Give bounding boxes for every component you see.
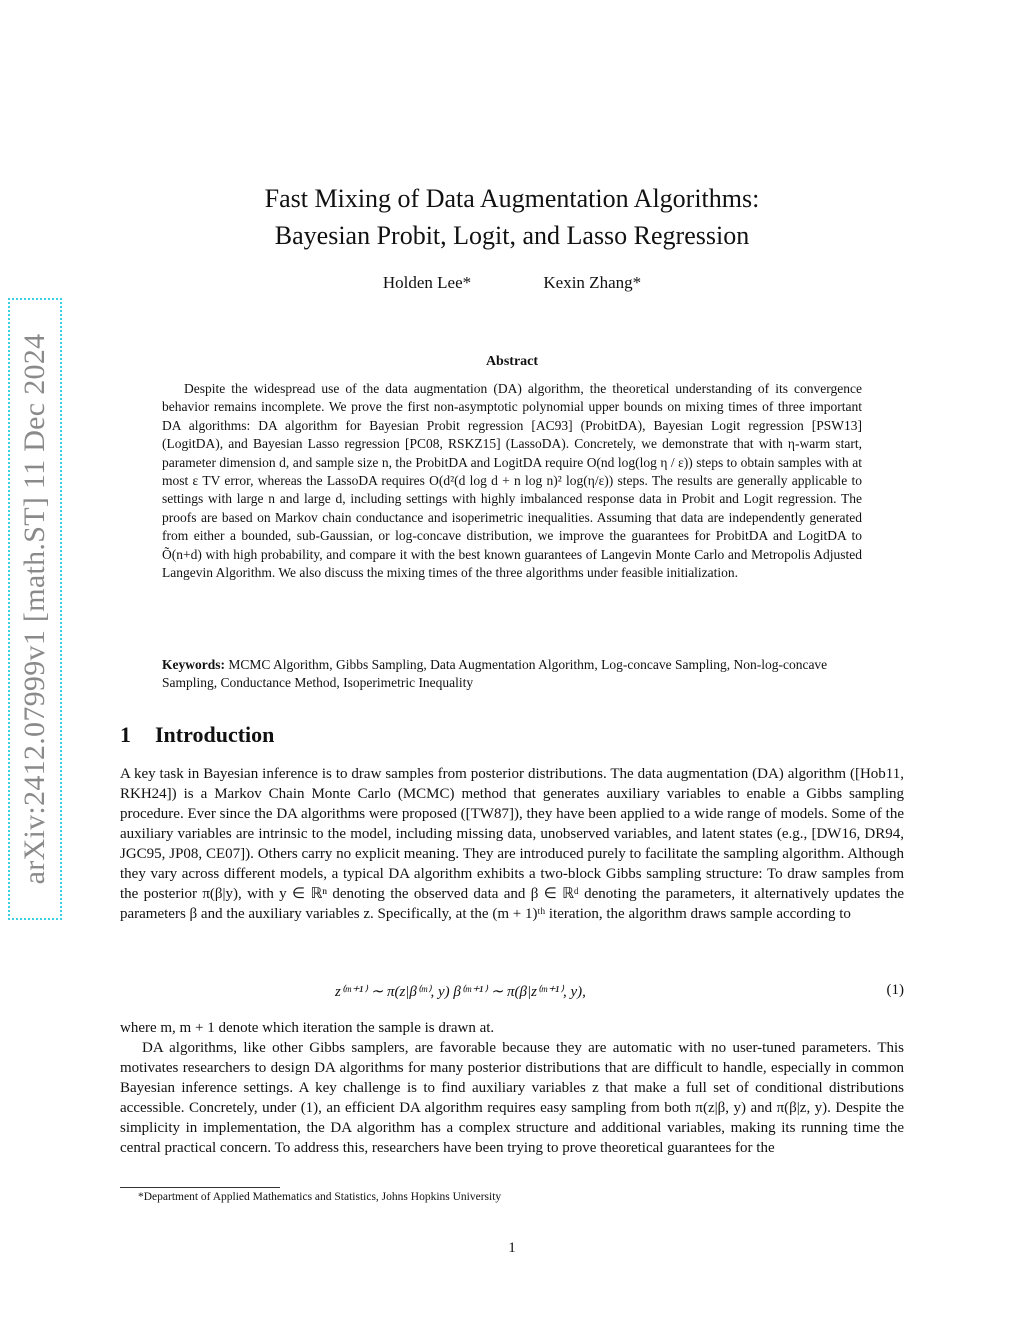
- author-2: Kexin Zhang*: [543, 273, 642, 292]
- abstract-body: [162, 380, 862, 582]
- arxiv-identifier-text: arXiv:2412.07999v1 [math.ST] 11 Dec 2024: [18, 333, 51, 885]
- author-list: [0, 273, 1024, 293]
- section-number: 1: [120, 722, 131, 747]
- equation-expression: z⁽ᵐ⁺¹⁾ ∼ π(z|β⁽ᵐ⁾, y) β⁽ᵐ⁺¹⁾ ∼ π(β|z⁽ᵐ⁺¹⁾, y),: [335, 984, 586, 1000]
- page-number: 1: [508, 1240, 516, 1256]
- section-title: Introduction: [155, 722, 275, 747]
- footnote-rule: [120, 1187, 280, 1188]
- arxiv-identifier-stamp[interactable]: [8, 298, 62, 920]
- after-equation-text: where m, m + 1 denote which iteration the sample is drawn at.: [120, 1020, 495, 1036]
- author-1: Holden Lee*: [382, 273, 472, 292]
- title-line-1: Fast Mixing of Data Augmentation Algorithms:: [264, 184, 760, 213]
- body-continued: [120, 1018, 904, 1158]
- keywords-list: MCMC Algorithm, Gibbs Sampling, Data Augmentation Algorithm, Log-concave Sampling, Non-log-concave Sampling, Conductance Method, Isoperimetric Inequality: [162, 657, 828, 691]
- abstract-text: Despite the widespread use of the data augmentation (DA) algorithm, the theoretical understanding of its convergence behavior remains incomplete. We prove the first non-asymptotic polynomial upper bounds on mixing times of three important DA algorithms: DA algorithm for Bayesian Probit regression [AC93] (ProbitDA), Bayesian Logit regression [PSW13] (LogitDA), and Bayesian Lasso regression [PC08, RSKZ15] (LassoDA). Concretely, we demonstrate that with η-warm start, parameter dimension d, and sample size n, the ProbitDA and LogitDA require O(nd log(log η / ε)) steps to obtain samples with at most ε TV error, whereas the LassoDA requires O(d²(d log d + n log n)² log(η/ε)) steps. The results are generally applicable to settings with large n and large d, including settings with highly imbalanced response data in Probit and Logit regression. The proofs are based on Markov chain conductance and isoperimetric inequalities. Assuming that data are independently generated from either a bounded, sub-Gaussian, or log-concave distribution, we improve the guarantees for ProbitDA and LogitDA to Õ(n+d) with high probability, and compare it with the best known guarantees of Langevin Monte Carlo and Metropolis Adjusted Langevin Algorithm. We also discuss the mixing times of the three algorithms under feasible initialization.: [162, 381, 862, 581]
- paper-title: [0, 180, 1024, 254]
- equation-1: [120, 982, 904, 1004]
- keywords-block: [162, 656, 862, 693]
- abstract-heading: Abstract: [485, 354, 539, 369]
- section-heading: [120, 722, 274, 748]
- keywords-label: Keywords:: [162, 657, 225, 672]
- intro-body: [120, 764, 904, 924]
- second-paragraph: DA algorithms, like other Gibbs samplers, are favorable because they are automatic with no user-tuned parameters. This motivates researchers to design DA algorithms for many posterior distributions that are difficult to handle, especially in common Bayesian inference settings. A key challenge is to find auxiliary variables z that make a full set of conditional distributions accessible. Concretely, under (1), an efficient DA algorithm requires easy sampling from both π(z|β, y) and π(β|z, y). Despite the simplicity in implementation, the DA algorithm has a complex structure and additional variables, making its running time the central practical concern. To address this, researchers have been trying to prove theoretical guarantees for the: [120, 1040, 904, 1156]
- footnote: *Department of Applied Mathematics and Statistics, Johns Hopkins University: [138, 1191, 502, 1203]
- intro-paragraph: A key task in Bayesian inference is to draw samples from posterior distributions. The data augmentation (DA) algorithm ([Hob11, RKH24]) is a Markov Chain Monte Carlo (MCMC) method that generates auxiliary variables to enable a Gibbs sampling procedure. Ever since the DA algorithms were proposed ([TW87]), they have been applied to a wide range of models. Some of the auxiliary variables are intrinsic to the model, including missing data, unobserved variables, and latent states (e.g., [DW16, DR94, JGC95, JP08, CE07]). Others carry no explicit meaning. They are introduced purely to facilitate the sampling algorithm. Although they vary across different models, a typical DA algorithm exhibits a two-block Gibbs sampling structure: To draw samples from the posterior π(β|y), with y ∈ ℝⁿ denoting the observed data and β ∈ ℝᵈ denoting the parameters, it alternatively updates the parameters β and the auxiliary variables z. Specifically, at the (m + 1)ᵗʰ iteration, the algorithm draws sample according to: [120, 766, 904, 922]
- title-line-2: Bayesian Probit, Logit, and Lasso Regression: [274, 221, 750, 250]
- equation-number: (1): [886, 982, 904, 998]
